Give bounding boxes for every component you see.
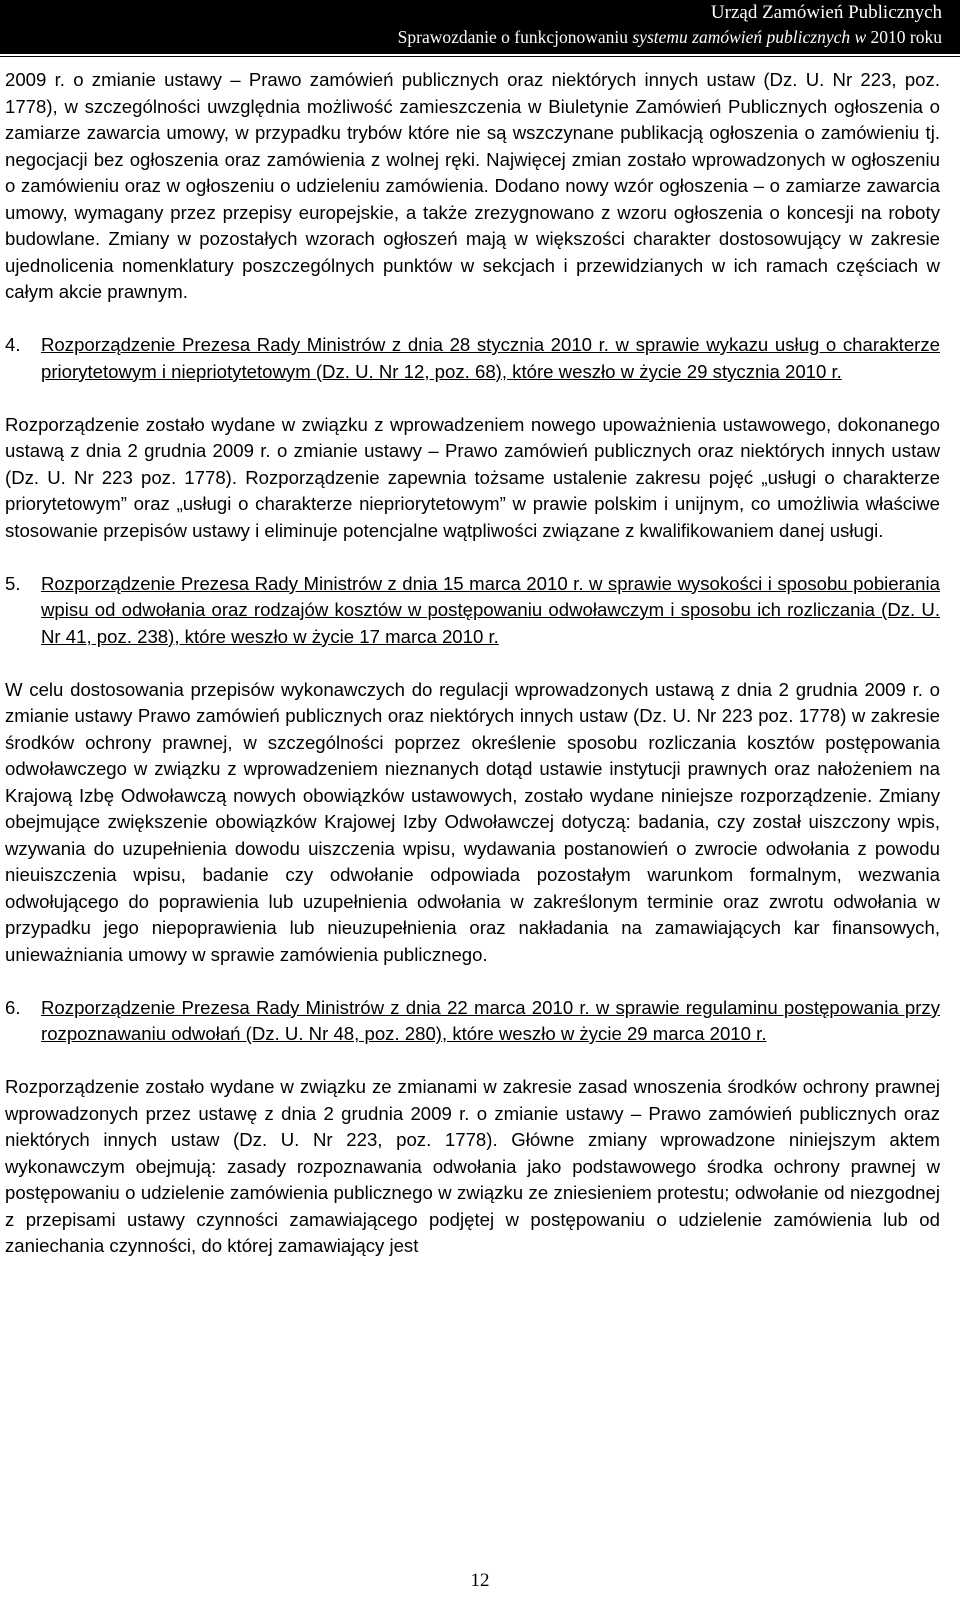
header-org: Urząd Zamówień Publicznych [710, 2, 942, 23]
regulation-title-link[interactable]: Rozporządzenie Prezesa Rady Ministrów z dnia 28 stycznia 2010 r. w sprawie wykazu usług o charakterze priorytetowym i niepriotytetowym (Dz. U. Nr 12, poz. 68), które weszło w życie 29 stycznia 2010 r. [41, 334, 940, 382]
spacer [5, 306, 940, 333]
header-subtitle-suffix: 2010 roku [866, 27, 942, 47]
spacer [5, 544, 940, 571]
spacer [5, 385, 940, 412]
regulation-title-link[interactable]: Rozporządzenie Prezesa Rady Ministrów z dnia 15 marca 2010 r. w sprawie wysokości i sposobu pobierania wpisu od odwołania oraz rodzajów kosztów w postępowaniu odwoławczym i sposobu ich rozliczania (Dz. U. Nr 41, poz. 238), które weszło w życie 17 marca 2010 r. [41, 572, 940, 647]
page-header [0, 0, 960, 54]
paragraph-3: W celu dostosowania przepisów wykonawczych do regulacji wprowadzonych ustawą z dnia 2 grudnia 2009 r. o zmianie ustawy Prawo zamówień publicznych oraz niektórych innych ustaw (Dz. U. Nr 223 poz. 1778) w zakresie środków ochrony prawnej, w szczególności poprzez określenie sposobu rozliczania kosztów postępowania odwoławczego w związku z wprowadzeniem nieznanych dotąd ustawie instytucji prawnych oraz nałożeniem na Krajową Izbę Odwoławczą nowych obowiązków ustawowych, zostało wydane niniejsze rozporządzenie. Zmiany obejmujące zwiększenie obowiązków Krajowej Izby Odwoławczej dotyczą: badania, czy został uiszczony wpis, wzywania do uzupełnienia dowodu uiszczenia wpisu, wydawania postanowień o zwrocie odwołania z powodu nieuiszczenia wpisu, badanie czy odwołanie odpowiada pozostałym warunkom formalnym, wezwania odwołującego do poprawienia lub uzupełnienia odwołania w zakreślonym terminie oraz zwrotu odwołania w przypadku jego niepoprawienia lub nieuzupełnienia oraz nakładania na zamawiających kar finansowych, unieważniania umowy w sprawie zamówienia publicznego. [5, 678, 940, 965]
header-rule [0, 56, 960, 57]
header-subtitle-italic: systemu zamówień publicznych w [632, 27, 867, 47]
regulation-title-link[interactable]: Rozporządzenie Prezesa Rady Ministrów z dnia 22 marca 2010 r. w sprawie regulaminu postępowania przy rozpoznawaniu odwołań (Dz. U. Nr 48, poz. 280), które weszło w życie 29 marca 2010 r. [41, 996, 940, 1044]
spacer [5, 1048, 940, 1075]
paragraph-1: 2009 r. o zmianie ustawy – Prawo zamówień publicznych oraz niektórych innych ustaw (Dz. U. Nr 223, poz. 1778), w szczególności uwzględnia możliwość zamieszczenia w Biuletynie Zamówień Publicznych ogłoszenia o zamiarze zawarcia umowy, w przypadku trybów które nie są wszczynane publikacją ogłoszenia o zamówieniu tj. negocjacji bez ogłoszenia oraz zamówienia z wolnej ręki. Najwięcej zmian zostało wprowadzonych w ogłoszeniu o zamówieniu oraz w ogłoszeniu o udzieleniu zamówienia. Dodano nowy wzór ogłoszenia – o zamiarze zawarcia umowy, wymagany przez przepisy europejskie, a także zrezygnowano z wzoru ogłoszenia o koncesji na roboty budowlane. Zmiany w pozostałych wzorach ogłoszeń mają w większości charakter dostosowujący w zakresie ujednolicenia nomenklatury poszczególnych punktów w sekcjach i przewidzianych w ich ramach częściach w całym akcie prawnym. [5, 69, 940, 302]
paragraph-4: Rozporządzenie zostało wydane w związku ze zmianami w zakresie zasad wnoszenia środków ochrony prawnej wprowadzonych przez ustawę z dnia 2 grudnia 2009 r. o zmianie ustawy – Prawo zamówień publicznych oraz niektórych innych ustaw (Dz. U. Nr 223, poz. 1778). Główne zmiany wprowadzone niniejszym aktem wykonawczym obejmują: zasady rozpoznawania odwołania jako podstawowego środka ochrony prawnej w postępowaniu o udzielenie zamówienia publicznego w związku ze zniesieniem protestu; odwołanie od niezgodnej z przepisami ustawy czynności zamawiającego podjętej w postępowaniu o udzielenie zamówienia lub od zaniechania czynności, do której zamawiający jest [5, 1076, 940, 1256]
spacer [5, 968, 940, 995]
header-subtitle [398, 26, 942, 48]
spacer [5, 650, 940, 677]
document-body [5, 67, 940, 1260]
header-subtitle-prefix: Sprawozdanie o funkcjonowaniu [397, 27, 633, 47]
list-item-number: 6. [5, 996, 21, 1018]
paragraph-2: Rozporządzenie zostało wydane w związku z wprowadzeniem nowego upoważnienia ustawowego, dokonanego ustawą z dnia 2 grudnia 2009 r. o zmianie ustawy – Prawo zamówień publicznych oraz niektórych innych ustaw (Dz. U. Nr 223 poz. 1778). Rozporządzenie zapewnia tożsame ustalenie zakresu pojęć „usługi o charakterze priorytetowym” oraz „usługi o charakterze niepriorytetowym” w prawie polskim i unijnym, co umożliwia właściwe stosowanie przepisów ustawy i eliminuje potencjalne wątpliwości związane z kwalifikowaniem danej usługi. [5, 413, 940, 541]
list-item-6 [5, 995, 940, 1048]
list-item-number: 4. [5, 334, 21, 355]
list-item-4 [5, 332, 940, 385]
list-item-5 [5, 571, 940, 651]
page-number: 12 [470, 1570, 490, 1591]
list-item-number: 5. [5, 572, 21, 594]
